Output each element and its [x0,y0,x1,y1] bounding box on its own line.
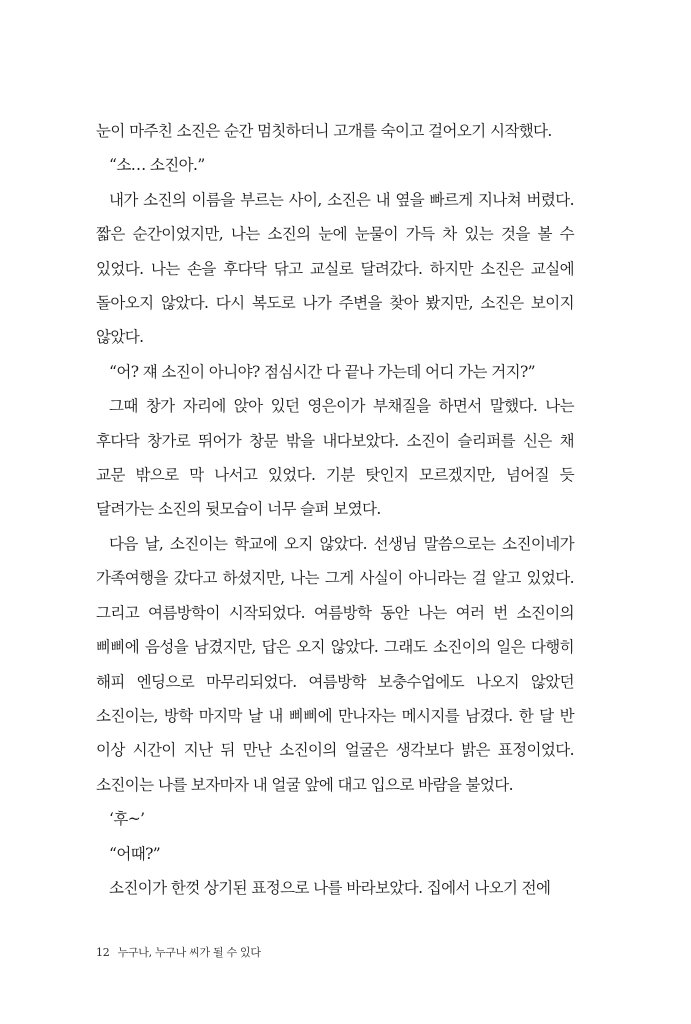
paragraph-9: 소진이가 한껏 상기된 표정으로 나를 바라보았다. 집에서 나오기 전에 [109,878,551,897]
paragraph-4: “어? 쟤 소진이 아니야? 점심시간 다 끝나 가는데 어디 가는 거지?” [109,362,536,381]
page-footer [96,944,261,960]
page-number: 12 [96,946,110,959]
paragraph-1: 눈이 마주친 소진은 순간 멈칫하더니 고개를 숙이고 걸어오기 시작했다. [96,122,552,140]
paragraph-7: ‘후~’ [109,810,145,829]
paragraph-8: “어때?” [109,844,161,863]
paragraph-5: 그때 창가 자리에 앉아 있던 영은이가 부채질을 하면서 말했다. 나는 후다닥 창가로 뛰어가 창문 밖을 내다보았다. 소진이 슬리퍼를 신은 채 교문 밖으로 막 나서고 있었다. 기분 탓인지 모르겠지만, 넘어질 듯 달려가는 소진의 뒷모습이 너무 슬퍼 보였다. [96,397,574,519]
paragraph-2: “소… 소진아.” [109,156,205,175]
paragraph-3: 내가 소진의 이름을 부르는 사이, 소진은 내 옆을 빠르게 지나쳐 버렸다. 짧은 순간이었지만, 나는 소진의 눈에 눈물이 가득 차 있는 것을 볼 수 있었다. 나는 손을 후다닥 닦고 교실로 달려갔다. 하지만 소진은 교실에 돌아오지 않았다. 다시 복도로 나가 주변을 찾아 봤지만, 소진은 보이지 않았다. [96,190,574,347]
running-title: 누구나, 누구나 씨가 될 수 있다 [117,946,261,959]
body-text [96,114,574,905]
paragraph-6: 다음 날, 소진이는 학교에 오지 않았다. 선생님 말씀으로는 소진이네가 가족여행을 갔다고 하셨지만, 나는 그게 사실이 아니라는 걸 알고 있었다. 그리고 여름방학이 시작되었다. 여름방학 동안 나는 여러 번 소진이의 삐삐에 음성을 남겼지만, 답은 오지 않았다. 그래도 소진이의 일은 다행히 해피 엔딩으로 마무리되었다. 여름방학 보충수업에도 나오지 않았던 소진이는, 방학 마지막 날 내 삐삐에 만나자는 메시지를 남겼다. 한 달 반 이상 시간이 지난 뒤 만난 소진이의 얼굴은 생각보다 밝은 표정이었다. 소진이는 나를 보자마자 내 얼굴 앞에 대고 입으로 바람을 불었다. [96,534,574,794]
